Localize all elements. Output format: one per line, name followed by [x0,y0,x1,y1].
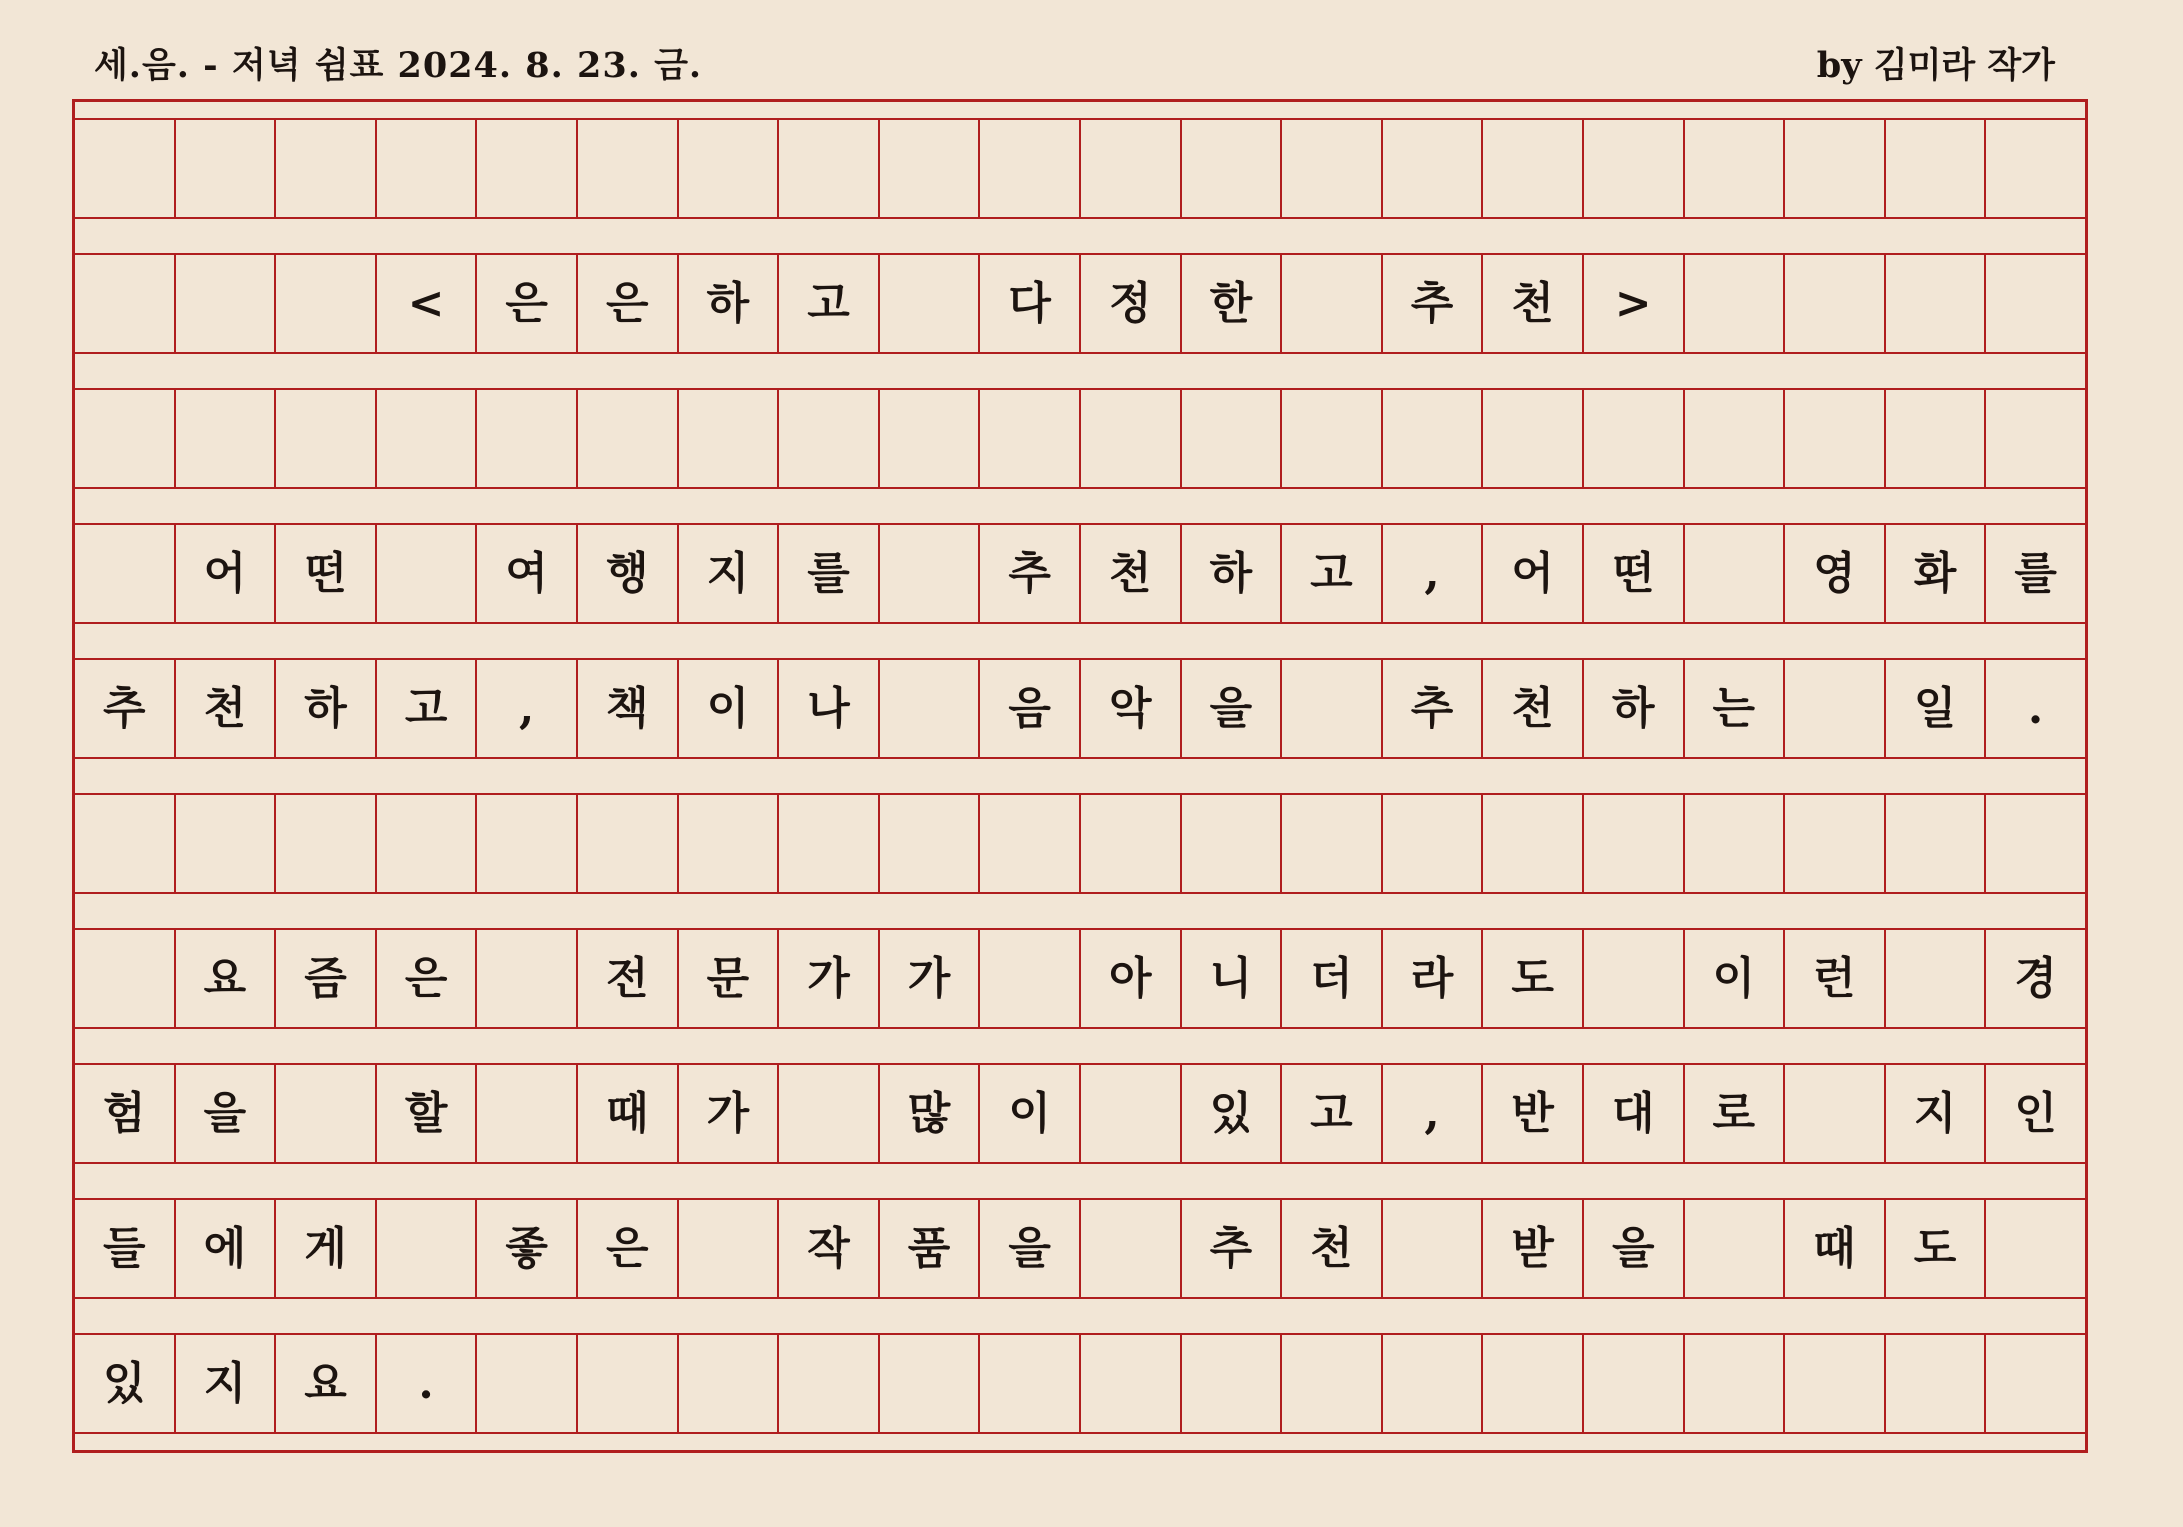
grid-cell [779,1065,880,1162]
grid-cell [1081,1200,1182,1297]
grid-cell [477,120,578,217]
header-date-title: 세.음. - 저녁 쉼표 2024. 8. 23. 금. [94,45,703,86]
grid-cell: 천 [1483,660,1584,757]
grid-cell: < [377,255,478,352]
grid-cell: 가 [779,930,880,1027]
grid-cell [1282,390,1383,487]
grid-cell [578,1335,679,1432]
grid-cell [880,1335,981,1432]
grid-cell: 를 [2014,547,2057,599]
grid-cell: 이 [679,660,780,757]
grid-cell [779,390,880,487]
grid-cell: . [377,1335,478,1432]
grid-cell [1685,795,1786,892]
grid-cell: 추 [1383,255,1484,352]
grid-cell [1685,1200,1786,1297]
grid-cell [880,660,981,757]
grid-cell: 천 [1081,525,1182,622]
grid-cell [477,1335,578,1432]
grid-cell [176,390,277,487]
grid-cell: , [1383,1065,1484,1162]
grid-cell [578,120,679,217]
grid-cell: 들 [75,1200,176,1297]
grid-cell: 에 [176,1200,277,1297]
grid-cell: 어 [176,525,277,622]
grid-cell [1081,795,1182,892]
grid-cell [1785,255,1886,352]
grid-cell [276,255,377,352]
grid-cell: 고 [1282,525,1383,622]
grid-cell [1986,390,2085,487]
grid-cell [679,390,780,487]
grid-cell [980,795,1081,892]
grid-cell: 정 [1081,255,1182,352]
grid-cell [679,120,780,217]
grid-cell: 다 [980,255,1081,352]
grid-cell [679,1335,780,1432]
grid-cell [779,1335,880,1432]
grid-cell [1383,795,1484,892]
grid-cell [1785,660,1886,757]
grid-cell [75,795,176,892]
grid-cell: 대 [1584,1065,1685,1162]
grid-cell: 있 [75,1335,176,1432]
grid-cell [1685,255,1786,352]
grid-cell: 때 [578,1065,679,1162]
grid-cell [75,525,176,622]
grid-cell: 추 [75,660,176,757]
grid-cell [75,930,176,1027]
grid-cell [1986,795,2085,892]
grid-cell: 많 [880,1065,981,1162]
grid-cell: 영 [1785,525,1886,622]
grid-cell: 어 [1483,525,1584,622]
grid-cell: 이 [980,1065,1081,1162]
grid-cell: 가 [679,1065,780,1162]
grid-cell: 추 [1182,1200,1283,1297]
grid-cell: 지 [1886,1065,1987,1162]
grid-cell [1785,1065,1886,1162]
grid-cell [1986,1200,2085,1297]
grid-cell [1785,795,1886,892]
grid-cell: 작 [779,1200,880,1297]
grid-cell: 반 [1483,1065,1584,1162]
grid-cell [1483,120,1584,217]
grid-cell: 천 [1282,1200,1383,1297]
grid-cell: 즘 [276,930,377,1027]
grid-cell [1785,390,1886,487]
grid-row [75,523,2085,624]
grid-cell: 하 [679,255,780,352]
grid-cell: 떤 [1584,525,1685,622]
grid-cell [578,390,679,487]
grid-cell [880,525,981,622]
grid-cell [377,120,478,217]
grid-cell [880,795,981,892]
grid-cell [377,1200,478,1297]
grid-cell [1584,930,1685,1027]
grid-row [75,928,2085,1029]
grid-cell [1282,255,1383,352]
grid-cell [377,390,478,487]
grid-cell [779,795,880,892]
grid-cell: 행 [578,525,679,622]
grid-cell: 추 [980,525,1081,622]
grid-cell: 고 [377,660,478,757]
grid-cell [1785,120,1886,217]
grid-cell [1986,255,2085,352]
grid-cell [1886,390,1987,487]
grid-cell: 품 [880,1200,981,1297]
grid-cell: 지 [176,1335,277,1432]
grid-cell [1685,1335,1786,1432]
grid-cell: 은 [578,255,679,352]
grid-cell: 경 [2014,952,2057,1004]
grid-cell [1182,390,1283,487]
grid-cell [1182,1335,1283,1432]
grid-cell [1383,1200,1484,1297]
grid-cell: 하 [276,660,377,757]
grid-cell [1986,1335,2085,1432]
grid-cell [477,930,578,1027]
grid-cell [1886,795,1987,892]
grid-cell [1584,390,1685,487]
grid-cell: 지 [679,525,780,622]
grid-cell [276,795,377,892]
grid-cell: 더 [1282,930,1383,1027]
grid-cell [1685,120,1786,217]
grid-cell [1886,930,1987,1027]
grid-cell [980,930,1081,1027]
grid-cell: 음 [980,660,1081,757]
grid-row [75,658,2085,759]
grid-row [75,1063,2085,1164]
grid-cell: 을 [1182,660,1283,757]
grid-cell: 때 [1785,1200,1886,1297]
grid-cell [1081,1065,1182,1162]
grid-cell: 게 [276,1200,377,1297]
grid-cell: 요 [276,1335,377,1432]
grid-cell: . [2027,682,2044,734]
grid-cell: 나 [779,660,880,757]
grid-cell: 은 [578,1200,679,1297]
grid-cell [1886,120,1987,217]
grid-cell: 하 [1182,525,1283,622]
grid-cell [176,255,277,352]
grid-cell: 문 [679,930,780,1027]
grid-cell [1785,1335,1886,1432]
grid-cell [276,120,377,217]
grid-cell [1584,120,1685,217]
grid-cell [880,390,981,487]
grid-cell: 를 [779,525,880,622]
grid-cell: 있 [1182,1065,1283,1162]
grid-cell [1081,120,1182,217]
grid-cell: 천 [1483,255,1584,352]
grid-row [75,1198,2085,1299]
grid-row [75,118,2085,219]
grid-cell: 화 [1886,525,1987,622]
grid-cell [1282,1335,1383,1432]
grid-cell: 하 [1584,660,1685,757]
grid-cell [578,795,679,892]
grid-cell [176,120,277,217]
grid-cell: , [1383,525,1484,622]
grid-cell: 은 [477,255,578,352]
grid-cell [679,795,780,892]
grid-cell: , [477,660,578,757]
grid-cell [1182,120,1283,217]
grid-cell: 좋 [477,1200,578,1297]
grid-cell [1584,1335,1685,1432]
grid-cell [880,255,981,352]
grid-cell [980,390,1081,487]
grid-cell [477,1065,578,1162]
grid-cell [1685,390,1786,487]
grid-cell: > [1584,255,1685,352]
grid-cell [276,390,377,487]
grid-cell: 을 [980,1200,1081,1297]
grid-cell [1483,390,1584,487]
grid-cell: 도 [1886,1200,1987,1297]
grid-row [75,253,2085,354]
grid-cell: 도 [1483,930,1584,1027]
grid-cell [880,120,981,217]
grid-cell: 인 [2014,1087,2057,1139]
header-author: by 김미라 작가 [1816,45,2055,86]
grid-cell [1383,390,1484,487]
grid-cell [1282,795,1383,892]
grid-cell [1081,390,1182,487]
grid-cell: 고 [1282,1065,1383,1162]
grid-cell: 이 [1685,930,1786,1027]
grid-cell: 천 [176,660,277,757]
grid-cell [1483,1335,1584,1432]
grid-cell: 떤 [276,525,377,622]
grid-cell [75,120,176,217]
grid-cell [377,525,478,622]
grid-cell: 일 [1886,660,1987,757]
grid-cell [176,795,277,892]
grid-row [75,1333,2085,1434]
grid-cell: 가 [880,930,981,1027]
grid-cell [276,1065,377,1162]
grid-cell: 할 [377,1065,478,1162]
grid-cell [75,255,176,352]
grid-cell: 여 [477,525,578,622]
grid-cell: 추 [1383,660,1484,757]
grid-cell [1383,120,1484,217]
grid-cell [1282,660,1383,757]
grid-cell [1584,795,1685,892]
grid-cell: 악 [1081,660,1182,757]
grid-cell: 니 [1182,930,1283,1027]
grid-cell [1986,120,2085,217]
grid-cell: 한 [1182,255,1283,352]
grid-cell: 험 [75,1065,176,1162]
grid-cell [1886,1335,1987,1432]
grid-cell [779,120,880,217]
grid-cell: 은 [377,930,478,1027]
grid-cell: 요 [176,930,277,1027]
grid-cell [1282,120,1383,217]
manuscript-grid-sheet [72,99,2088,1453]
grid-cell [1685,525,1786,622]
grid-row [75,388,2085,489]
grid-cell [1383,1335,1484,1432]
grid-cell: 전 [578,930,679,1027]
grid-cell [980,1335,1081,1432]
grid-cell: 아 [1081,930,1182,1027]
grid-cell: 는 [1685,660,1786,757]
grid-cell: 로 [1685,1065,1786,1162]
grid-cell: 고 [779,255,880,352]
grid-cell: 런 [1785,930,1886,1027]
grid-cell [1081,1335,1182,1432]
grid-cell: 책 [578,660,679,757]
grid-cell: 을 [176,1065,277,1162]
grid-cell [477,795,578,892]
grid-cell [377,795,478,892]
grid-cell [477,390,578,487]
grid-cell: 받 [1483,1200,1584,1297]
grid-cell [679,1200,780,1297]
grid-cell [75,390,176,487]
grid-cell [1483,795,1584,892]
grid-cell: 라 [1383,930,1484,1027]
grid-cell [1182,795,1283,892]
grid-cell [980,120,1081,217]
grid-cell: 을 [1584,1200,1685,1297]
grid-cell [1886,255,1987,352]
grid-row [75,793,2085,894]
